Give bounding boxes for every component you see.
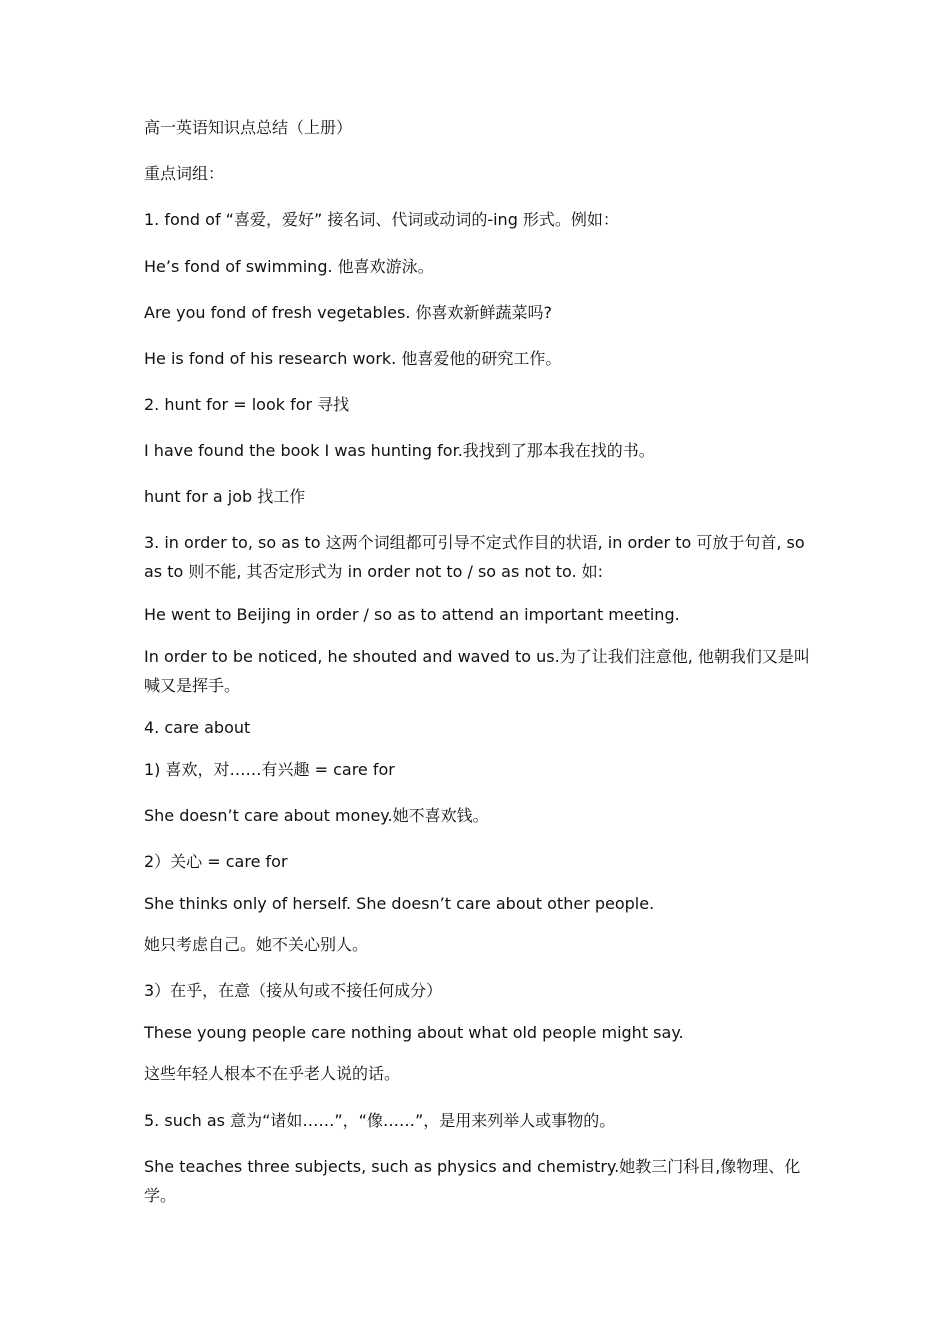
- example-sentence: These young people care nothing about what old people might say.: [144, 1023, 684, 1042]
- phrase-heading-hunt-for: 2. hunt for = look for 寻找: [144, 395, 350, 414]
- example-sentence: hunt for a job 找工作: [144, 487, 306, 506]
- sense-item: 2）关心 = care for: [144, 852, 288, 871]
- sense-item: 1) 喜欢，对……有兴趣 = care for: [144, 760, 395, 779]
- example-sentence: I have found the book I was hunting for.我找到了那本我在找的书。: [144, 441, 655, 460]
- phrase-heading-such-as: 5. such as 意为“诸如……”，“像……”，是用来列举人或事物的。: [144, 1111, 616, 1130]
- example-sentence: She teaches three subjects, such as physics and chemistry.她教三门科目,像物理、化学。: [144, 1157, 801, 1205]
- example-sentence: He is fond of his research work. 他喜爱他的研究工作。: [144, 349, 562, 368]
- example-sentence: He went to Beijing in order / so as to attend an important meeting.: [144, 605, 680, 624]
- example-sentence: In order to be noticed, he shouted and waved to us.为了让我们注意他, 他朝我们又是叫喊又是挥手。: [144, 647, 810, 695]
- example-sentence: She thinks only of herself. She doesn’t care about other people.: [144, 894, 655, 913]
- example-sentence: She doesn’t care about money.她不喜欢钱。: [144, 806, 489, 825]
- phrase-heading-care-about: 4. care about: [144, 718, 251, 737]
- example-sentence: He’s fond of swimming. 他喜欢游泳。: [144, 257, 434, 276]
- phrase-heading-in-order-to: 3. in order to, so as to 这两个词组都可引导不定式作目的状语, in order to 可放于句首, so as to 则不能, 其否定形式为 in order not to / so as not to. 如:: [144, 533, 805, 581]
- example-sentence: 她只考虑自己。她不关心别人。: [144, 935, 369, 954]
- example-sentence: 这些年轻人根本不在乎老人说的话。: [144, 1064, 401, 1083]
- example-sentence: Are you fond of fresh vegetables. 你喜欢新鲜蔬菜吗?: [144, 303, 553, 322]
- sense-item: 3）在乎，在意（接从句或不接任何成分）: [144, 981, 443, 1000]
- document-title: 高一英语知识点总结（上册）: [144, 118, 353, 137]
- section-heading: 重点词组：: [144, 164, 225, 183]
- phrase-heading-fond-of: 1. fond of “喜爱，爱好” 接名词、代词或动词的-ing 形式。例如：: [144, 210, 619, 229]
